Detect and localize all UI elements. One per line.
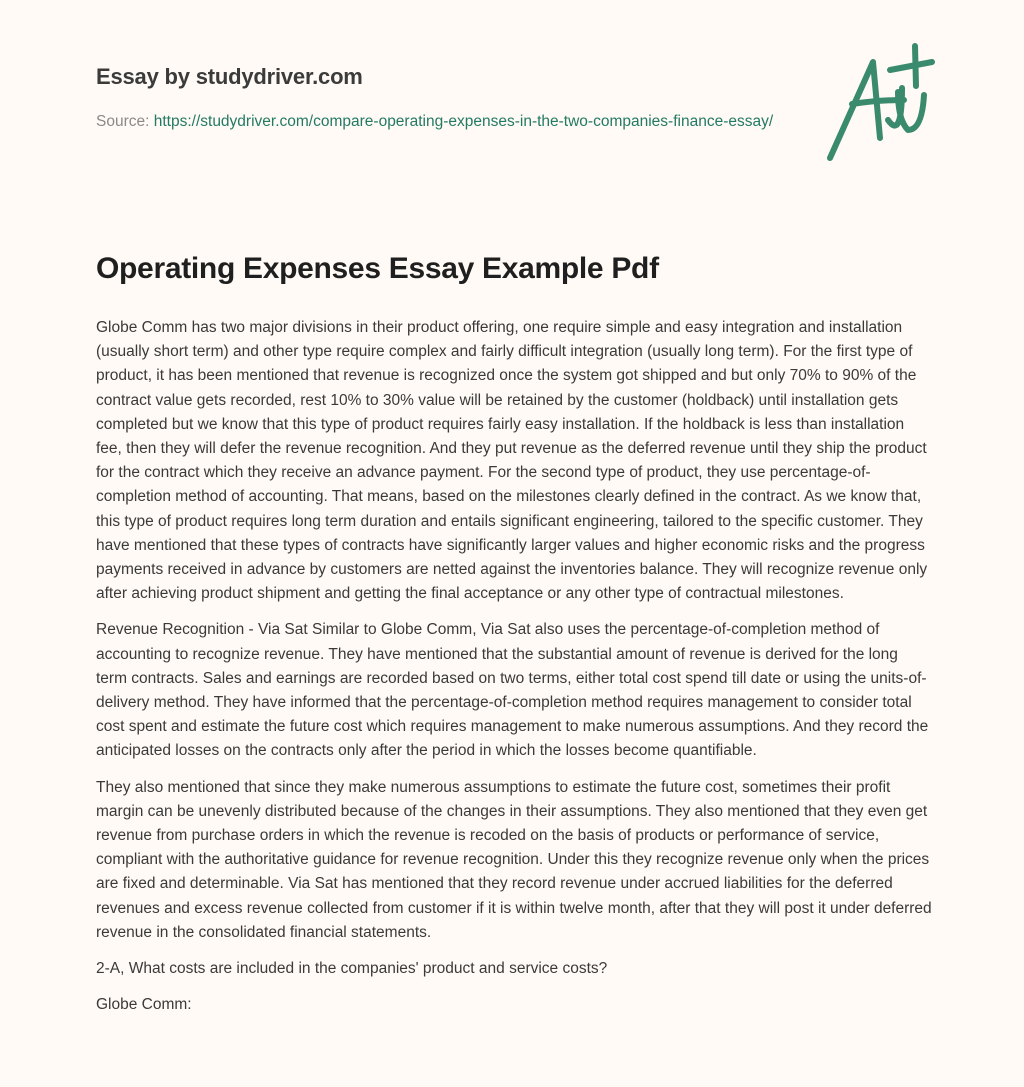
source-link[interactable]: https://studydriver.com/compare-operating-expenses-in-the-two-companies-finance-essay/ [153, 113, 774, 130]
essay-body [96, 316, 932, 1029]
section-label: Globe Comm: [96, 996, 192, 1014]
paragraph: They also mentioned that since they make numerous assumptions to estimate the future cost, sometimes their profit margin can be unevenly distributed because of the changes in their assumptions. They also mentioned that they even get revenue from purchase orders in which the revenue is recoded on the basis of products or performance of service, compliant with the authoritative guidance for revenue recognition. Under this they recognize revenue only when the prices are fixed and determinable. Via Sat has mentioned that they record revenue under accrued liabilities for the deferred revenues and excess revenue collected from customer if it is within twelve month, after that they will post it under deferred revenue in the consolidated financial statements. [96, 778, 932, 941]
source-label: Source: [96, 113, 154, 130]
paragraph: Globe Comm has two major divisions in their product offering, one require simple and easy integration and installation (usually short term) and other type require complex and fairly difficult integration (usually long term). For the first type of product, it has been mentioned that revenue is recognized once the system got shipped and but only 70% to 90% of the contract value gets recorded, rest 10% to 30% value will be retained by the customer (holdback) until installation gets completed but we know that this type of product requires fairly easy installation. If the holdback is less than installation fee, then they will defer the revenue recognition. And they put revenue as the deferred revenue until they ship the product for the contract which they receive an advance payment. For the second type of product, they use percentage-of-completion method of accounting. That means, based on the milestones clearly defined in the contract. As we know that, this type of product requires long term duration and entails significant engineering, tailored to the specific customer. They have mentioned that these types of contracts have significantly larger values and higher economic risks and the progress payments received in advance by customers are netted against the inventories balance. They will recognize revenue only after achieving product shipment and getting the final acceptance or any other type of contractual milestones. [96, 319, 928, 603]
page-title: Operating Expenses Essay Example Pdf [96, 252, 659, 285]
a-plus-grade-icon [818, 40, 938, 170]
question-heading: 2-A, What costs are included in the companies' product and service costs? [96, 960, 608, 978]
page-header [96, 64, 776, 134]
site-title: Essay by studydriver.com [96, 64, 363, 89]
paragraph: Revenue Recognition - Via Sat Similar to Globe Comm, Via Sat also uses the percentage-of-completion method of accounting to recognize revenue. They have mentioned that the substantial amount of revenue is derived for the long term contracts. Sales and earnings are recorded based on two terms, either total cost spend till date or using the units-of-delivery method. They have informed that the percentage-of-completion method requires management to consider total cost spent and estimate the future cost which requires management to make numerous assumptions. And they record the anticipated losses on the contracts only after the period in which the losses become quantifiable. [96, 621, 929, 760]
source-line [96, 110, 776, 134]
